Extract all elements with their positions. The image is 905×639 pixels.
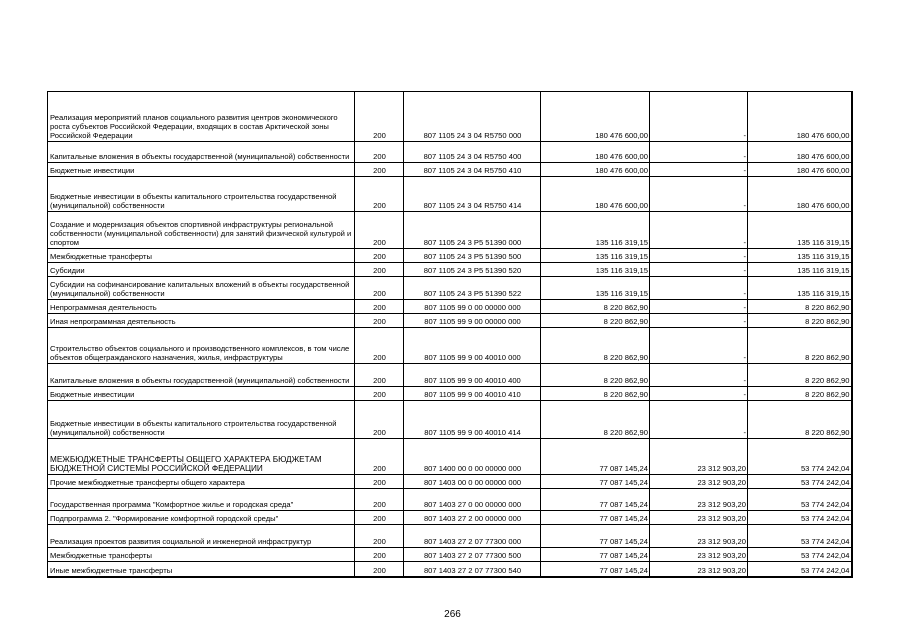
row-code-cell: 200 xyxy=(355,92,404,142)
row-amount-cell: 180 476 600,00 xyxy=(748,163,852,177)
row-name-cell: Межбюджетные трансферты xyxy=(48,249,355,263)
row-amount-cell: 180 476 600,00 xyxy=(748,177,852,212)
row-code-cell: 200 xyxy=(355,328,404,364)
budget-table-body xyxy=(48,92,852,578)
row-kbk-cell: 807 1105 99 0 00 00000 000 xyxy=(404,300,541,314)
row-name-cell: Государственная программа "Комфортное жилье и городская среда" xyxy=(48,489,355,511)
row-kbk-cell: 807 1105 24 3 04 R5750 400 xyxy=(404,142,541,163)
row-code-cell: 200 xyxy=(355,401,404,439)
row-code-cell: 200 xyxy=(355,277,404,300)
row-amount-cell: - xyxy=(650,263,748,277)
row-amount-cell: 77 087 145,24 xyxy=(541,548,650,562)
row-amount-cell: - xyxy=(650,277,748,300)
table-row xyxy=(48,548,852,562)
table-row xyxy=(48,314,852,328)
row-amount-cell: 8 220 862,90 xyxy=(541,387,650,401)
row-name-cell: Субсидии xyxy=(48,263,355,277)
table-row xyxy=(48,328,852,364)
row-amount-cell: 23 312 903,20 xyxy=(650,439,748,475)
row-amount-cell: 8 220 862,90 xyxy=(541,300,650,314)
row-amount-cell: 8 220 862,90 xyxy=(748,401,852,439)
row-name-cell: Капитальные вложения в объекты государственной (муниципальной) собственности xyxy=(48,142,355,163)
row-name-cell: Прочие межбюджетные трансферты общего характера xyxy=(48,475,355,489)
row-kbk-cell: 807 1403 27 2 07 77300 500 xyxy=(404,548,541,562)
table-row xyxy=(48,92,852,142)
table-row xyxy=(48,525,852,548)
row-amount-cell: - xyxy=(650,212,748,249)
row-code-cell: 200 xyxy=(355,142,404,163)
row-amount-cell: - xyxy=(650,328,748,364)
row-amount-cell: 135 116 319,15 xyxy=(748,263,852,277)
table-row xyxy=(48,249,852,263)
row-code-cell: 200 xyxy=(355,489,404,511)
page-number: 266 xyxy=(444,609,461,620)
row-name-cell: Иные межбюджетные трансферты xyxy=(48,562,355,578)
row-amount-cell: - xyxy=(650,163,748,177)
row-amount-cell: 8 220 862,90 xyxy=(541,314,650,328)
row-amount-cell: 180 476 600,00 xyxy=(748,142,852,163)
row-amount-cell: 8 220 862,90 xyxy=(541,364,650,387)
row-kbk-cell: 807 1105 99 9 00 40010 410 xyxy=(404,387,541,401)
row-amount-cell: 180 476 600,00 xyxy=(541,177,650,212)
row-name-cell: Бюджетные инвестиции в объекты капитального строительства государственной (муниципальной) собственности xyxy=(48,177,355,212)
row-kbk-cell: 807 1105 99 9 00 40010 400 xyxy=(404,364,541,387)
table-row xyxy=(48,277,852,300)
row-amount-cell: 135 116 319,15 xyxy=(748,277,852,300)
row-name-cell: Капитальные вложения в объекты государственной (муниципальной) собственности xyxy=(48,364,355,387)
table-row xyxy=(48,562,852,578)
row-kbk-cell: 807 1105 24 3 04 R5750 410 xyxy=(404,163,541,177)
row-kbk-cell: 807 1105 24 3 P5 51390 522 xyxy=(404,277,541,300)
row-name-cell: Бюджетные инвестиции в объекты капитального строительства государственной (муниципальной) собственности xyxy=(48,401,355,439)
row-amount-cell: 180 476 600,00 xyxy=(541,142,650,163)
row-code-cell: 200 xyxy=(355,387,404,401)
row-amount-cell: 135 116 319,15 xyxy=(541,249,650,263)
row-amount-cell: - xyxy=(650,401,748,439)
row-name-cell: Бюджетные инвестиции xyxy=(48,387,355,401)
row-kbk-cell: 807 1105 24 3 P5 51390 520 xyxy=(404,263,541,277)
row-amount-cell: 8 220 862,90 xyxy=(541,328,650,364)
row-name-cell: Субсидии на софинансирование капитальных вложений в объекты государственной (муниципальной) собственности xyxy=(48,277,355,300)
row-amount-cell: 8 220 862,90 xyxy=(748,300,852,314)
row-code-cell: 200 xyxy=(355,177,404,212)
row-name-cell: Строительство объектов социального и производственного комплексов, в том числе объектов общегражданского назначения, жилья, инфраструктуры xyxy=(48,328,355,364)
row-kbk-cell: 807 1403 27 2 07 77300 000 xyxy=(404,525,541,548)
row-kbk-cell: 807 1400 00 0 00 00000 000 xyxy=(404,439,541,475)
row-amount-cell: 77 087 145,24 xyxy=(541,439,650,475)
row-amount-cell: - xyxy=(650,300,748,314)
row-name-cell: МЕЖБЮДЖЕТНЫЕ ТРАНСФЕРТЫ ОБЩЕГО ХАРАКТЕРА БЮДЖЕТАМ БЮДЖЕТНОЙ СИСТЕМЫ РОССИЙСКОЙ ФЕДЕРАЦИИ xyxy=(48,439,355,475)
row-amount-cell: 8 220 862,90 xyxy=(748,328,852,364)
row-amount-cell: 8 220 862,90 xyxy=(541,401,650,439)
row-amount-cell: 135 116 319,15 xyxy=(541,212,650,249)
table-row xyxy=(48,489,852,511)
table-row xyxy=(48,163,852,177)
row-code-cell: 200 xyxy=(355,525,404,548)
row-name-cell: Непрограммная деятельность xyxy=(48,300,355,314)
row-amount-cell: 135 116 319,15 xyxy=(748,212,852,249)
row-code-cell: 200 xyxy=(355,562,404,578)
table-row xyxy=(48,177,852,212)
row-kbk-cell: 807 1403 27 0 00 00000 000 xyxy=(404,489,541,511)
row-name-cell: Подпрограмма 2. "Формирование комфортной городской среды" xyxy=(48,511,355,525)
row-kbk-cell: 807 1105 24 3 04 R5750 000 xyxy=(404,92,541,142)
row-amount-cell: 53 774 242,04 xyxy=(748,439,852,475)
row-kbk-cell: 807 1105 24 3 P5 51390 000 xyxy=(404,212,541,249)
row-code-cell: 200 xyxy=(355,212,404,249)
row-name-cell: Межбюджетные трансферты xyxy=(48,548,355,562)
row-code-cell: 200 xyxy=(355,314,404,328)
table-row xyxy=(48,263,852,277)
row-amount-cell: - xyxy=(650,177,748,212)
table-row xyxy=(48,439,852,475)
row-amount-cell: 53 774 242,04 xyxy=(748,511,852,525)
row-amount-cell: 77 087 145,24 xyxy=(541,489,650,511)
row-kbk-cell: 807 1403 27 2 00 00000 000 xyxy=(404,511,541,525)
row-name-cell: Реализация мероприятий планов социального развития центров экономического роста субъектов Российской Федерации, входящих в состав Арктической зоны Российской Федерации xyxy=(48,92,355,142)
row-amount-cell: 135 116 319,15 xyxy=(541,277,650,300)
budget-table xyxy=(47,91,853,578)
table-row xyxy=(48,300,852,314)
row-amount-cell: 77 087 145,24 xyxy=(541,475,650,489)
row-amount-cell: - xyxy=(650,387,748,401)
row-amount-cell: 23 312 903,20 xyxy=(650,489,748,511)
row-name-cell: Иная непрограммная деятельность xyxy=(48,314,355,328)
row-kbk-cell: 807 1105 99 9 00 40010 000 xyxy=(404,328,541,364)
row-kbk-cell: 807 1105 24 3 04 R5750 414 xyxy=(404,177,541,212)
row-amount-cell: 23 312 903,20 xyxy=(650,562,748,578)
row-amount-cell: - xyxy=(650,92,748,142)
row-amount-cell: 53 774 242,04 xyxy=(748,562,852,578)
table-row xyxy=(48,475,852,489)
row-amount-cell: 23 312 903,20 xyxy=(650,525,748,548)
row-kbk-cell: 807 1105 99 9 00 40010 414 xyxy=(404,401,541,439)
row-amount-cell: 8 220 862,90 xyxy=(748,314,852,328)
table-row xyxy=(48,387,852,401)
row-kbk-cell: 807 1105 24 3 P5 51390 500 xyxy=(404,249,541,263)
row-amount-cell: 135 116 319,15 xyxy=(541,263,650,277)
row-code-cell: 200 xyxy=(355,364,404,387)
row-kbk-cell: 807 1105 99 9 00 00000 000 xyxy=(404,314,541,328)
row-amount-cell: - xyxy=(650,249,748,263)
row-amount-cell: 53 774 242,04 xyxy=(748,525,852,548)
row-amount-cell: 23 312 903,20 xyxy=(650,475,748,489)
row-code-cell: 200 xyxy=(355,163,404,177)
row-name-cell: Создание и модернизация объектов спортивной инфраструктуры региональной собственности (муниципальной собственности) для занятий физической культурой и спортом xyxy=(48,212,355,249)
table-row xyxy=(48,511,852,525)
row-amount-cell: - xyxy=(650,142,748,163)
row-amount-cell: 53 774 242,04 xyxy=(748,475,852,489)
row-amount-cell: 135 116 319,15 xyxy=(748,249,852,263)
row-amount-cell: 77 087 145,24 xyxy=(541,511,650,525)
row-code-cell: 200 xyxy=(355,548,404,562)
row-code-cell: 200 xyxy=(355,263,404,277)
row-name-cell: Бюджетные инвестиции xyxy=(48,163,355,177)
table-row xyxy=(48,364,852,387)
row-code-cell: 200 xyxy=(355,300,404,314)
row-amount-cell: 8 220 862,90 xyxy=(748,364,852,387)
row-code-cell: 200 xyxy=(355,475,404,489)
row-amount-cell: 53 774 242,04 xyxy=(748,548,852,562)
row-amount-cell: 23 312 903,20 xyxy=(650,548,748,562)
row-amount-cell: 77 087 145,24 xyxy=(541,525,650,548)
table-row xyxy=(48,212,852,249)
row-code-cell: 200 xyxy=(355,249,404,263)
row-code-cell: 200 xyxy=(355,439,404,475)
row-code-cell: 200 xyxy=(355,511,404,525)
row-amount-cell: 77 087 145,24 xyxy=(541,562,650,578)
row-amount-cell: 180 476 600,00 xyxy=(541,92,650,142)
row-name-cell: Реализация проектов развития социальной и инженерной инфраструктур xyxy=(48,525,355,548)
row-kbk-cell: 807 1403 00 0 00 00000 000 xyxy=(404,475,541,489)
table-row xyxy=(48,142,852,163)
row-amount-cell: 180 476 600,00 xyxy=(748,92,852,142)
row-amount-cell: 180 476 600,00 xyxy=(541,163,650,177)
row-amount-cell: 23 312 903,20 xyxy=(650,511,748,525)
row-amount-cell: - xyxy=(650,314,748,328)
row-amount-cell: 53 774 242,04 xyxy=(748,489,852,511)
row-amount-cell: 8 220 862,90 xyxy=(748,387,852,401)
row-kbk-cell: 807 1403 27 2 07 77300 540 xyxy=(404,562,541,578)
table-row xyxy=(48,401,852,439)
row-amount-cell: - xyxy=(650,364,748,387)
